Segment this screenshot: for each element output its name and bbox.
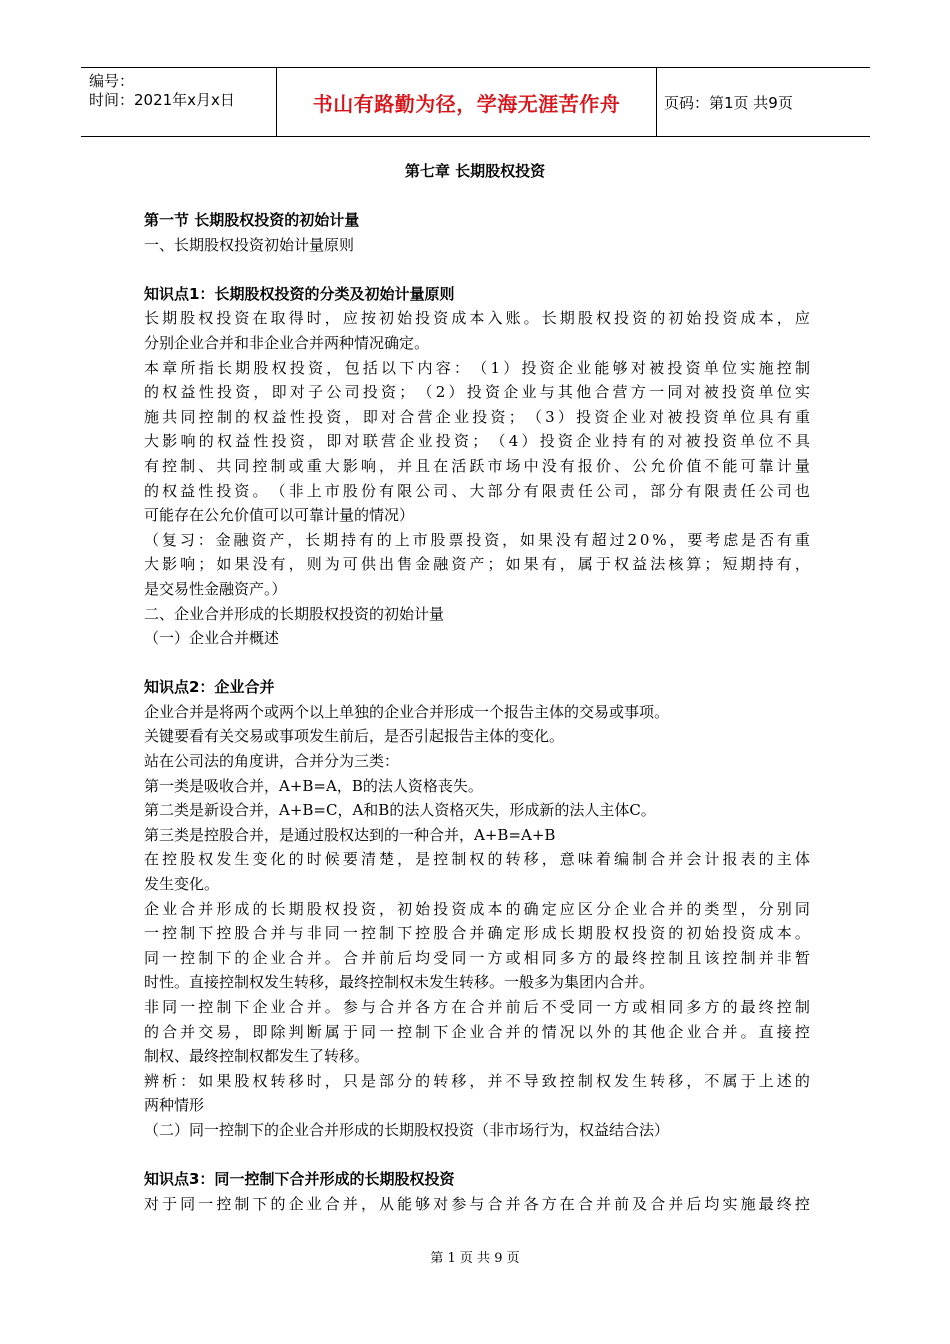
text-line: 长 期 股 权 投 资 在 取 得 时 ， 应 按 初 始 投 资 成 本 入 账 。 长 期 股 权 投 资 的 初 始 投 资 成 本 ， 应	[144, 309, 810, 328]
text-line: （一）企业合并概述	[144, 629, 280, 648]
text-line: 的 权 益 性 投 资 ， 即 对 子 公 司 投 资 ； （ 2 ） 投 资 企 业 与 其 他 合 营 方 一 同 对 被 投 资 单 位 实	[144, 383, 810, 402]
text-line: 可能存在公允价值可以可靠计量的情况）	[144, 506, 415, 525]
header-page-info: 页码：第1页 共9页	[664, 93, 793, 112]
text-line: 是交易性金融资产。）	[144, 579, 287, 598]
text-line: 辨 析 ： 如 果 股 权 转 移 时 ， 只 是 部 分 的 转 移 ， 并 不 导 致 控 制 权 发 生 转 移 ， 不 属 于 上 述 的	[144, 1071, 810, 1090]
text-line: 非 同 一 控 制 下 企 业 合 并 。 参 与 合 并 各 方 在 合 并 前 后 不 受 同 一 方 或 相 同 多 方 的 最 终 控 制	[144, 998, 810, 1016]
text-line: 二、企业合并形成的长期股权投资的初始计量	[144, 604, 445, 623]
page-footer: 第 1 页 共 9 页	[430, 1251, 520, 1266]
text-line: 时性。直接控制权发生转移，最终控制权未发生转移。一般多为集团内合并。	[144, 973, 655, 992]
text-line: 的 权 益 性 投 资 。 （ 非 上 市 股 份 有 限 公 司 、 大 部 分 有 限 责 任 公 司 ， 部 分 有 限 责 任 公 司 也	[144, 481, 810, 500]
text-line: 的 合 并 交 易 ， 即 除 判 断 属 于 同 一 控 制 下 企 业 合 并 的 情 况 以 外 的 其 他 企 业 合 并 。 直 接 控	[144, 1022, 810, 1041]
page-header	[81, 67, 870, 137]
text-line: 一、长期股权投资初始计量原则	[144, 235, 355, 254]
paragraph-gap	[144, 1143, 810, 1168]
text-line: 大 影 响 的 权 益 性 投 资 ， 即 对 联 营 企 业 投 资 ； （ 4 ） 投 资 企 业 持 有 的 对 被 投 资 单 位 不 具	[144, 432, 810, 451]
header-motto: 书山有路勤为径，学海无涯苦作舟	[312, 91, 621, 116]
text-line: 站在公司法的角度讲，合并分为三类：	[144, 752, 400, 771]
text-line: 两种情形	[144, 1096, 205, 1115]
document-date-label: 时间：2021年x月x日	[89, 91, 235, 109]
chapter-title: 第七章 长期股权投资	[404, 162, 546, 180]
text-line: 一 控 制 下 控 股 合 并 与 非 同 一 控 制 下 控 股 合 并 确 定 形 成 长 期 股 权 投 资 的 初 始 投 资 成 本 。	[144, 924, 810, 943]
header-left-cell	[81, 68, 277, 136]
text-line: （二）同一控制下的企业合并形成的长期股权投资（非市场行为，权益结合法）	[144, 1120, 670, 1139]
document-body	[144, 208, 810, 1216]
text-line: 在 控 股 权 发 生 变 化 的 时 候 要 清 楚 ， 是 控 制 权 的 转 移 ， 意 味 着 编 制 合 并 会 计 报 表 的 主 体	[144, 850, 810, 869]
section-heading: 知识点1：长期股权投资的分类及初始计量原则	[144, 284, 455, 303]
header-motto-cell	[277, 68, 657, 136]
section-heading: 知识点2：企业合并	[144, 678, 275, 697]
text-line: 发生变化。	[144, 875, 220, 894]
document-number-label: 编号：	[89, 72, 135, 90]
text-line: 制权、最终控制权都发生了转移。	[144, 1047, 370, 1066]
text-line: 大 影 响 ； 如 果 没 有 ， 则 为 可 供 出 售 金 融 资 产 ； 如 果 有 ， 属 于 权 益 法 核 算 ； 短 期 持 有 ，	[144, 555, 810, 574]
text-line: 对 于 同 一 控 制 下 的 企 业 合 并 ， 从 能 够 对 参 与 合 并 各 方 在 合 并 前 及 合 并 后 均 实 施 最 终 控	[144, 1194, 810, 1213]
text-line: 第一类是吸收合并，A+B=A，B的法人资格丧失。	[144, 776, 483, 795]
section-heading: 第一节 长期股权投资的初始计量	[144, 211, 360, 229]
paragraph-gap	[144, 651, 810, 676]
text-line: 本 章 所 指 长 期 股 权 投 资 ， 包 括 以 下 内 容 ： （ 1 ） 投 资 企 业 能 够 对 被 投 资 单 位 实 施 控 制	[144, 358, 810, 377]
text-line: 分别企业合并和非企业合并两种情况确定。	[144, 333, 430, 352]
text-line: 第二类是新设合并，A+B=C，A和B的法人资格灭失，形成新的法人主体C。	[144, 801, 656, 820]
section-heading: 知识点3：同一控制下合并形成的长期股权投资	[144, 1170, 455, 1189]
text-line: 关键要看有关交易或事项发生前后，是否引起报告主体的变化。	[144, 727, 565, 746]
text-line: 第三类是控股合并，是通过股权达到的一种合并，A+B=A+B	[144, 825, 556, 844]
text-line: 同 一 控 制 下 的 企 业 合 并 。 合 并 前 后 均 受 同 一 方 或 相 同 多 方 的 最 终 控 制 且 该 控 制 并 非 暂	[144, 948, 810, 967]
text-line: 有 控 制 、 共 同 控 制 或 重 大 影 响 ， 并 且 在 活 跃 市 场 中 没 有 报 价 、 公 允 价 值 不 能 可 靠 计 量	[144, 456, 810, 475]
paragraph-gap	[144, 257, 810, 282]
text-line: 企 业 合 并 形 成 的 长 期 股 权 投 资 ， 初 始 投 资 成 本 的 确 定 应 区 分 企 业 合 并 的 类 型 ， 分 别 同	[144, 899, 810, 918]
text-line: 施 共 同 控 制 的 权 益 性 投 资 ， 即 对 合 营 企 业 投 资 ； （ 3 ） 投 资 企 业 对 被 投 资 单 位 具 有 重	[144, 407, 810, 426]
text-line: 企业合并是将两个或两个以上单独的企业合并形成一个报告主体的交易或事项。	[144, 702, 670, 721]
text-line: （ 复 习 ： 金 融 资 产 ， 长 期 持 有 的 上 市 股 票 投 资 ， 如 果 没 有 超 过 2 0 % ， 要 考 虑 是 否 有 重	[144, 530, 810, 549]
